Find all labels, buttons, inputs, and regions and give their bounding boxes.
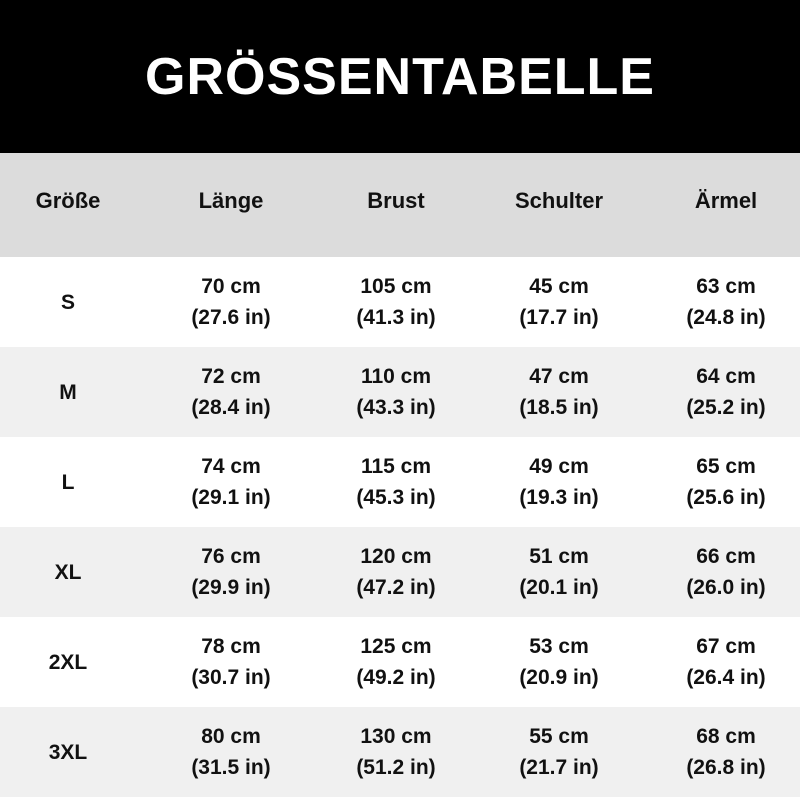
schulter-cell bbox=[466, 347, 652, 437]
cm-value: 51 cm bbox=[529, 545, 589, 568]
inch-value: (43.3 in) bbox=[356, 396, 436, 419]
brust-cell bbox=[326, 437, 466, 527]
inch-value: (25.6 in) bbox=[686, 486, 766, 509]
cm-value: 74 cm bbox=[201, 455, 261, 478]
inch-value: (20.9 in) bbox=[519, 666, 599, 689]
cm-value: 110 cm bbox=[360, 365, 432, 388]
laenge-cell bbox=[136, 347, 326, 437]
cm-value: 72 cm bbox=[201, 365, 261, 388]
cm-value: 78 cm bbox=[201, 635, 261, 658]
table-row bbox=[0, 347, 800, 437]
size-table bbox=[0, 153, 800, 797]
cm-value: 66 cm bbox=[696, 545, 756, 568]
laenge-cell bbox=[136, 257, 326, 347]
cm-value: 115 cm bbox=[360, 455, 432, 478]
cm-value: 49 cm bbox=[529, 455, 589, 478]
aermel-cell bbox=[652, 257, 800, 347]
header-laenge: Länge bbox=[198, 188, 264, 213]
inch-value: (21.7 in) bbox=[519, 756, 599, 779]
inch-value: (51.2 in) bbox=[356, 756, 436, 779]
cm-value: 67 cm bbox=[696, 635, 756, 658]
cm-value: 45 cm bbox=[529, 275, 589, 298]
cm-value: 47 cm bbox=[529, 365, 589, 388]
inch-value: (45.3 in) bbox=[356, 486, 436, 509]
cm-value: 125 cm bbox=[360, 635, 432, 658]
cm-value: 65 cm bbox=[696, 455, 756, 478]
cm-value: 68 cm bbox=[696, 725, 756, 748]
brust-cell bbox=[326, 527, 466, 617]
size-cell: L bbox=[61, 470, 75, 494]
brust-cell bbox=[326, 707, 466, 797]
inch-value: (31.5 in) bbox=[191, 756, 271, 779]
size-cell: M bbox=[59, 380, 77, 404]
header-brust: Brust bbox=[367, 188, 425, 213]
schulter-cell bbox=[466, 617, 652, 707]
laenge-cell bbox=[136, 437, 326, 527]
header-aermel: Ärmel bbox=[694, 188, 758, 213]
cm-value: 80 cm bbox=[201, 725, 261, 748]
cm-value: 55 cm bbox=[529, 725, 589, 748]
inch-value: (20.1 in) bbox=[519, 576, 599, 599]
inch-value: (30.7 in) bbox=[191, 666, 271, 689]
cm-value: 105 cm bbox=[360, 275, 432, 298]
aermel-cell bbox=[652, 707, 800, 797]
size-cell: XL bbox=[54, 560, 82, 584]
header-groesse: Größe bbox=[35, 188, 101, 213]
page-title: GRÖSSENTABELLE bbox=[145, 47, 655, 106]
inch-value: (18.5 in) bbox=[519, 396, 599, 419]
inch-value: (27.6 in) bbox=[191, 306, 271, 329]
cm-value: 64 cm bbox=[696, 365, 756, 388]
schulter-cell bbox=[466, 707, 652, 797]
cm-value: 130 cm bbox=[360, 725, 432, 748]
brust-cell bbox=[326, 347, 466, 437]
inch-value: (26.8 in) bbox=[686, 756, 766, 779]
laenge-cell bbox=[136, 527, 326, 617]
inch-value: (49.2 in) bbox=[356, 666, 436, 689]
laenge-cell bbox=[136, 707, 326, 797]
header-schulter: Schulter bbox=[514, 188, 604, 213]
brust-cell bbox=[326, 257, 466, 347]
aermel-cell bbox=[652, 437, 800, 527]
title-bar bbox=[0, 0, 800, 153]
brust-cell bbox=[326, 617, 466, 707]
inch-value: (47.2 in) bbox=[356, 576, 436, 599]
aermel-cell bbox=[652, 527, 800, 617]
schulter-cell bbox=[466, 257, 652, 347]
size-cell: 2XL bbox=[48, 650, 88, 674]
cm-value: 53 cm bbox=[529, 635, 589, 658]
table-row bbox=[0, 707, 800, 797]
inch-value: (26.4 in) bbox=[686, 666, 766, 689]
table-row bbox=[0, 257, 800, 347]
size-cell: S bbox=[60, 290, 75, 314]
cm-value: 76 cm bbox=[201, 545, 261, 568]
inch-value: (28.4 in) bbox=[191, 396, 271, 419]
inch-value: (29.9 in) bbox=[191, 576, 271, 599]
inch-value: (26.0 in) bbox=[686, 576, 766, 599]
cm-value: 70 cm bbox=[201, 275, 261, 298]
header-row bbox=[0, 153, 800, 257]
cm-value: 120 cm bbox=[360, 545, 432, 568]
aermel-cell bbox=[652, 347, 800, 437]
inch-value: (29.1 in) bbox=[191, 486, 271, 509]
cm-value: 63 cm bbox=[696, 275, 756, 298]
schulter-cell bbox=[466, 437, 652, 527]
size-cell: 3XL bbox=[48, 740, 88, 764]
table-row bbox=[0, 617, 800, 707]
inch-value: (24.8 in) bbox=[686, 306, 766, 329]
laenge-cell bbox=[136, 617, 326, 707]
inch-value: (19.3 in) bbox=[519, 486, 599, 509]
table-row bbox=[0, 437, 800, 527]
inch-value: (25.2 in) bbox=[686, 396, 766, 419]
table-row bbox=[0, 527, 800, 617]
inch-value: (17.7 in) bbox=[519, 306, 599, 329]
aermel-cell bbox=[652, 617, 800, 707]
schulter-cell bbox=[466, 527, 652, 617]
inch-value: (41.3 in) bbox=[356, 306, 436, 329]
